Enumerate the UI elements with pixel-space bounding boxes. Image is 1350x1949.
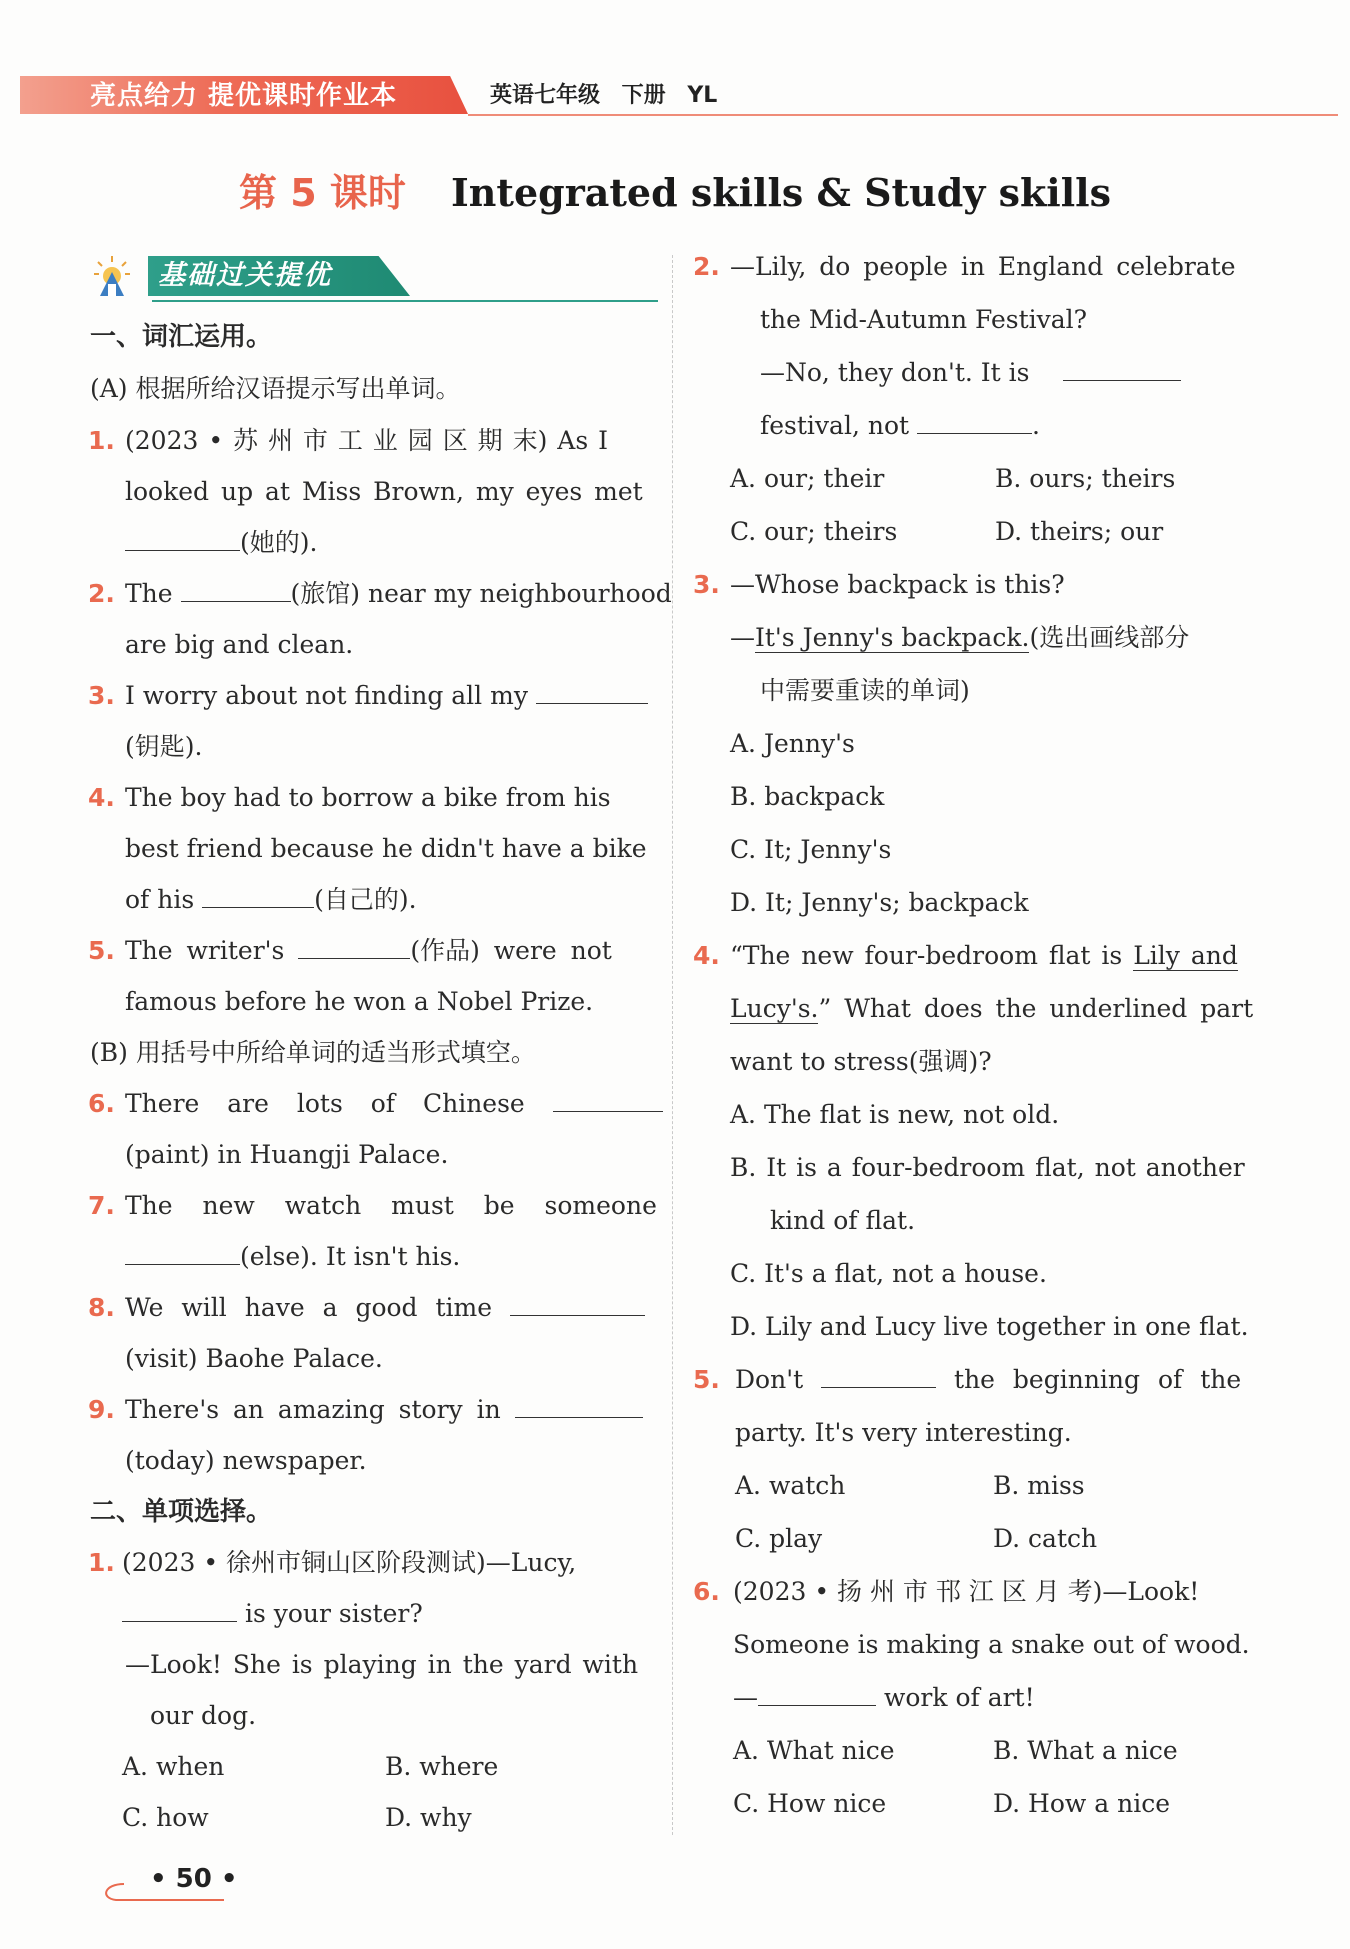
answer-blank[interactable] xyxy=(553,1087,663,1112)
answer-blank[interactable] xyxy=(181,577,291,602)
option-b[interactable]: B. ours; theirs xyxy=(995,464,1176,493)
option-b[interactable]: B. miss xyxy=(993,1471,1085,1500)
question-number: 6. xyxy=(693,1577,720,1606)
question-text: is your sister? xyxy=(122,1597,423,1631)
question-text: (2023 • 徐州市铜山区阶段测试)—Lucy, xyxy=(122,1548,577,1577)
answer-blank[interactable] xyxy=(758,1681,876,1706)
option-b[interactable]: B. backpack xyxy=(730,782,885,811)
question-text: (她的). xyxy=(125,526,317,560)
option-d[interactable]: D. catch xyxy=(993,1524,1098,1553)
option-d[interactable]: D. It; Jenny's; backpack xyxy=(730,888,1029,917)
question-text: (today) newspaper. xyxy=(125,1446,367,1475)
question-number: 4. xyxy=(88,783,115,812)
question-text: of his (自己的). xyxy=(125,885,417,914)
question-text: best friend because he didn't have a bike xyxy=(125,834,647,863)
option-b[interactable]: B. It is a four-bedroom flat, not another xyxy=(730,1153,1245,1182)
section-badge xyxy=(90,252,410,300)
question-text: are big and clean. xyxy=(125,630,354,659)
question-number: 3. xyxy=(693,570,720,599)
question-text: —Whose backpack is this? xyxy=(730,570,1065,599)
header-title: 亮点给力 提优课时作业本 xyxy=(90,81,398,111)
answer-blank[interactable] xyxy=(202,883,314,908)
question-text: —No, they don't. It is xyxy=(760,356,1181,390)
option-a[interactable]: A. The flat is new, not old. xyxy=(730,1100,1060,1129)
option-c[interactable]: C. play xyxy=(735,1524,823,1553)
lighthouse-icon xyxy=(90,252,150,300)
option-a[interactable]: A. watch xyxy=(735,1471,846,1500)
header-subtitle: 英语七年级 下册 YL xyxy=(490,83,718,108)
question-number: 1. xyxy=(88,426,115,455)
lesson-name: Integrated skills & Study skills xyxy=(451,170,1111,215)
lesson-number: 第 5 课时 xyxy=(239,171,406,215)
question-text: (visit) Baohe Palace. xyxy=(125,1344,383,1373)
option-c[interactable]: C. our; theirs xyxy=(730,517,898,546)
header-rule xyxy=(468,114,1338,116)
question-number: 3. xyxy=(88,681,115,710)
part1-instruction-b: (B) 用括号中所给单词的适当形式填空。 xyxy=(90,1038,536,1067)
question-text: —Lily, do people in England celebrate xyxy=(730,252,1236,281)
option-d[interactable]: D. theirs; our xyxy=(995,517,1164,546)
question-text: want to stress(强调)? xyxy=(730,1047,992,1076)
question-text: The writer's (作品) were not xyxy=(125,936,612,965)
page-number: • 50 • xyxy=(150,1864,238,1894)
answer-blank[interactable] xyxy=(1063,356,1181,381)
option-a[interactable]: A. What nice xyxy=(733,1736,895,1765)
question-text: I worry about not finding all my xyxy=(125,679,648,713)
answer-blank[interactable] xyxy=(298,934,410,959)
question-text: (else). It isn't his. xyxy=(125,1240,460,1274)
question-text: Don't the beginning of the xyxy=(735,1365,1242,1394)
question-text: “The new four-bedroom flat is Lily and xyxy=(730,941,1238,970)
question-text: (2023 • 扬 州 市 邗 江 区 月 考)—Look! xyxy=(733,1577,1200,1606)
question-text: our dog. xyxy=(150,1701,257,1730)
column-divider xyxy=(672,255,673,1835)
question-text: The (旅馆) near my neighbourhood xyxy=(125,579,672,608)
option-a[interactable]: A. our; their xyxy=(730,464,885,493)
section-rule xyxy=(152,300,658,302)
lesson-title xyxy=(0,162,1350,222)
part1-instruction-a: (A) 根据所给汉语提示写出单词。 xyxy=(90,374,461,403)
option-c[interactable]: C. How nice xyxy=(733,1789,887,1818)
question-text: The new watch must be someone xyxy=(125,1191,657,1220)
option-c[interactable]: C. It's a flat, not a house. xyxy=(730,1259,1047,1288)
question-text: — work of art! xyxy=(733,1683,1035,1712)
part2-heading: 二、单项选择。 xyxy=(90,1497,273,1527)
answer-blank[interactable] xyxy=(122,1597,237,1622)
part1-heading: 一、词汇运用。 xyxy=(90,322,273,352)
question-text: Lucy's.” What does the underlined part xyxy=(730,994,1254,1023)
option-a[interactable]: A. when xyxy=(122,1752,225,1781)
underlined-phrase: Lily and xyxy=(1133,941,1238,970)
option-d[interactable]: D. How a nice xyxy=(993,1789,1170,1818)
section-label: 基础过关提优 xyxy=(158,260,332,291)
option-b[interactable]: B. where xyxy=(385,1752,499,1781)
question-text: (2023 • 苏 州 市 工 业 园 区 期 末) As I xyxy=(125,426,608,455)
question-text: There's an amazing story in xyxy=(125,1393,643,1427)
underlined-phrase: Lucy's. xyxy=(730,994,819,1023)
option-d[interactable]: D. Lily and Lucy live together in one flat. xyxy=(730,1312,1249,1341)
question-number: 6. xyxy=(88,1089,115,1118)
question-number: 2. xyxy=(88,579,115,608)
question-text: 中需要重读的单词) xyxy=(760,676,970,705)
question-text: (钥匙). xyxy=(125,732,203,761)
answer-blank[interactable] xyxy=(510,1291,645,1316)
question-text: The boy had to borrow a bike from his xyxy=(125,783,611,812)
option-a[interactable]: A. Jenny's xyxy=(730,729,855,758)
question-number: 5. xyxy=(88,936,115,965)
question-number: 8. xyxy=(88,1293,115,1322)
question-text: There are lots of Chinese xyxy=(125,1087,663,1121)
answer-blank[interactable] xyxy=(917,409,1032,434)
option-b[interactable]: B. What a nice xyxy=(993,1736,1178,1765)
question-text: festival, not . xyxy=(760,411,1040,440)
option-b-continued: kind of flat. xyxy=(770,1206,916,1235)
option-c[interactable]: C. It; Jenny's xyxy=(730,835,892,864)
answer-blank[interactable] xyxy=(125,526,240,551)
question-text: famous before he won a Nobel Prize. xyxy=(125,987,594,1016)
answer-blank[interactable] xyxy=(536,679,648,704)
question-number: 2. xyxy=(693,252,720,281)
option-d[interactable]: D. why xyxy=(385,1803,472,1832)
question-text: —It's Jenny's backpack.(选出画线部分 xyxy=(730,623,1190,652)
question-number: 7. xyxy=(88,1191,115,1220)
question-number: 9. xyxy=(88,1395,115,1424)
option-c[interactable]: C. how xyxy=(122,1803,209,1832)
question-text: the Mid-Autumn Festival? xyxy=(760,305,1088,334)
question-text: We will have a good time xyxy=(125,1291,645,1325)
answer-blank[interactable] xyxy=(125,1240,240,1265)
question-text: (paint) in Huangji Palace. xyxy=(125,1140,449,1169)
underlined-sentence: It's Jenny's backpack. xyxy=(755,623,1030,652)
answer-blank[interactable] xyxy=(821,1363,936,1388)
question-number: 4. xyxy=(693,941,720,970)
answer-blank[interactable] xyxy=(515,1393,643,1418)
question-text: looked up at Miss Brown, my eyes met xyxy=(125,477,643,506)
question-text: —Look! She is playing in the yard with xyxy=(125,1650,639,1679)
question-number: 5. xyxy=(693,1365,720,1394)
question-text: party. It's very interesting. xyxy=(735,1418,1072,1447)
question-number: 1. xyxy=(88,1548,115,1577)
question-text: Someone is making a snake out of wood. xyxy=(733,1630,1250,1659)
